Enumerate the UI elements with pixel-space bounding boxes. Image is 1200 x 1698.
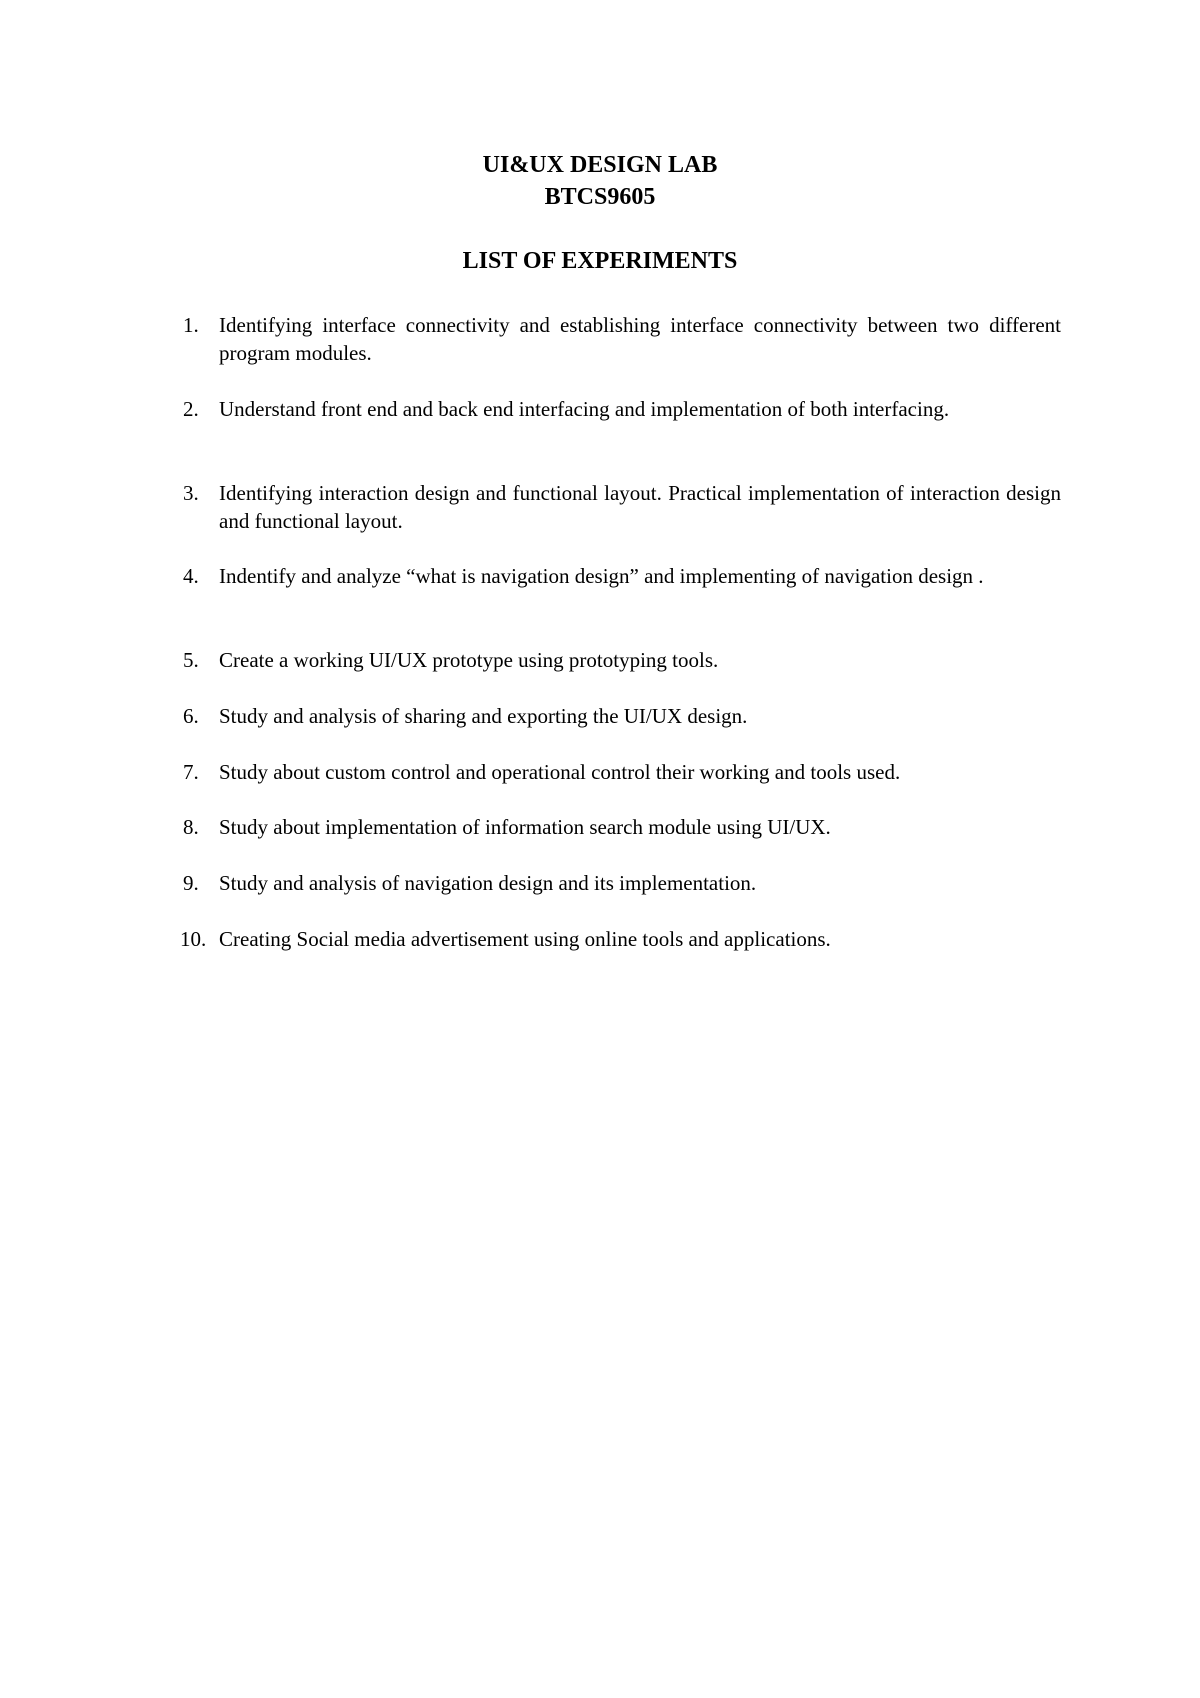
experiment-number: 10. — [180, 927, 207, 951]
experiment-text: Understand front end and back end interfacing and implementation of both interfacing. — [219, 397, 950, 421]
experiment-number: 1. — [183, 313, 199, 337]
experiment-text: Study and analysis of navigation design and its implementation. — [219, 871, 757, 895]
list-heading: LIST OF EXPERIMENTS — [462, 248, 738, 274]
experiment-number: 3. — [183, 481, 199, 505]
experiment-text: Study and analysis of sharing and exporting the UI/UX design. — [219, 704, 748, 728]
experiment-number: 2. — [183, 397, 199, 421]
experiment-number: 8. — [183, 815, 199, 839]
experiment-text: Study about custom control and operational control their working and tools used. — [219, 760, 901, 784]
experiment-number: 9. — [183, 871, 199, 895]
experiment-number: 4. — [183, 564, 199, 588]
course-name: UI&UX DESIGN LAB — [482, 152, 718, 178]
experiment-text: Study about implementation of information search module using UI/UX. — [219, 815, 831, 839]
experiment-number: 5. — [183, 648, 199, 672]
experiment-text: Identifying interaction design and functional layout. Practical implementation of interaction design and functional layout. — [219, 481, 1061, 533]
experiment-text: Indentify and analyze “what is navigation design” and implementing of navigation design . — [219, 564, 984, 588]
course-code: BTCS9605 — [544, 184, 656, 210]
experiment-text: Creating Social media advertisement using online tools and applications. — [219, 927, 831, 951]
experiment-number: 6. — [183, 704, 199, 728]
experiment-text: Create a working UI/UX prototype using prototyping tools. — [219, 648, 719, 672]
experiment-number: 7. — [183, 760, 199, 784]
experiment-text: Identifying interface connectivity and establishing interface connectivity between two different program modules. — [219, 313, 1061, 365]
